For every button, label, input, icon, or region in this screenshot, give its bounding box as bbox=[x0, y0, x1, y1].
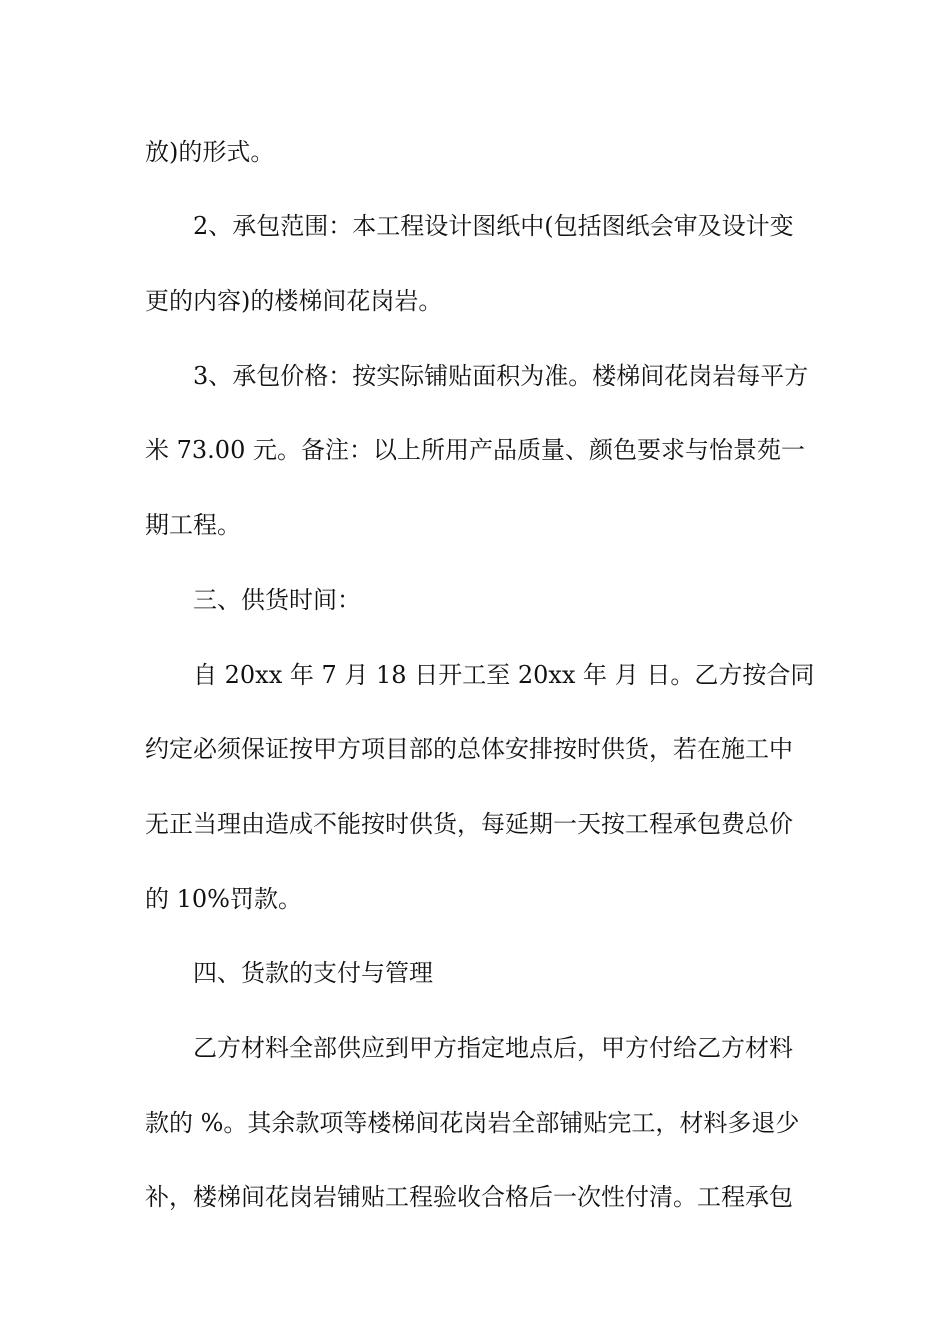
text-line: 期工程。 bbox=[145, 511, 241, 539]
text-line: 补，楼梯间花岗岩铺贴工程验收合格后一次性付清。工程承包 bbox=[145, 1183, 793, 1211]
text-line: 米 73.00 元。备注：以上所用产品质量、颜色要求与怡景苑一 bbox=[145, 436, 805, 464]
text-line: 的 10%罚款。 bbox=[145, 885, 302, 913]
text-line: 放)的形式。 bbox=[145, 138, 275, 166]
text-line: 无正当理由造成不能按时供货，每延期一天按工程承包费总价 bbox=[145, 810, 793, 838]
text-line: 自 20xx 年 7 月 18 日开工至 20xx 年 月 日。乙方按合同 bbox=[193, 661, 815, 689]
text-line: 乙方材料全部供应到甲方指定地点后，甲方付给乙方材料 bbox=[193, 1034, 793, 1062]
text-line: 3、承包价格：按实际铺贴面积为准。楼梯间花岗岩每平方 bbox=[193, 362, 809, 390]
section-heading: 三、供货时间： bbox=[193, 586, 361, 614]
text-line: 更的内容)的楼梯间花岗岩。 bbox=[145, 287, 443, 315]
text-line: 款的 %。其余款项等楼梯间花岗岩全部铺贴完工，材料多退少 bbox=[145, 1109, 800, 1137]
section-heading: 四、货款的支付与管理 bbox=[193, 959, 433, 987]
text-line: 2、承包范围：本工程设计图纸中(包括图纸会审及设计变 bbox=[193, 212, 794, 240]
text-line: 约定必须保证按甲方项目部的总体安排按时供货，若在施工中 bbox=[145, 735, 793, 763]
